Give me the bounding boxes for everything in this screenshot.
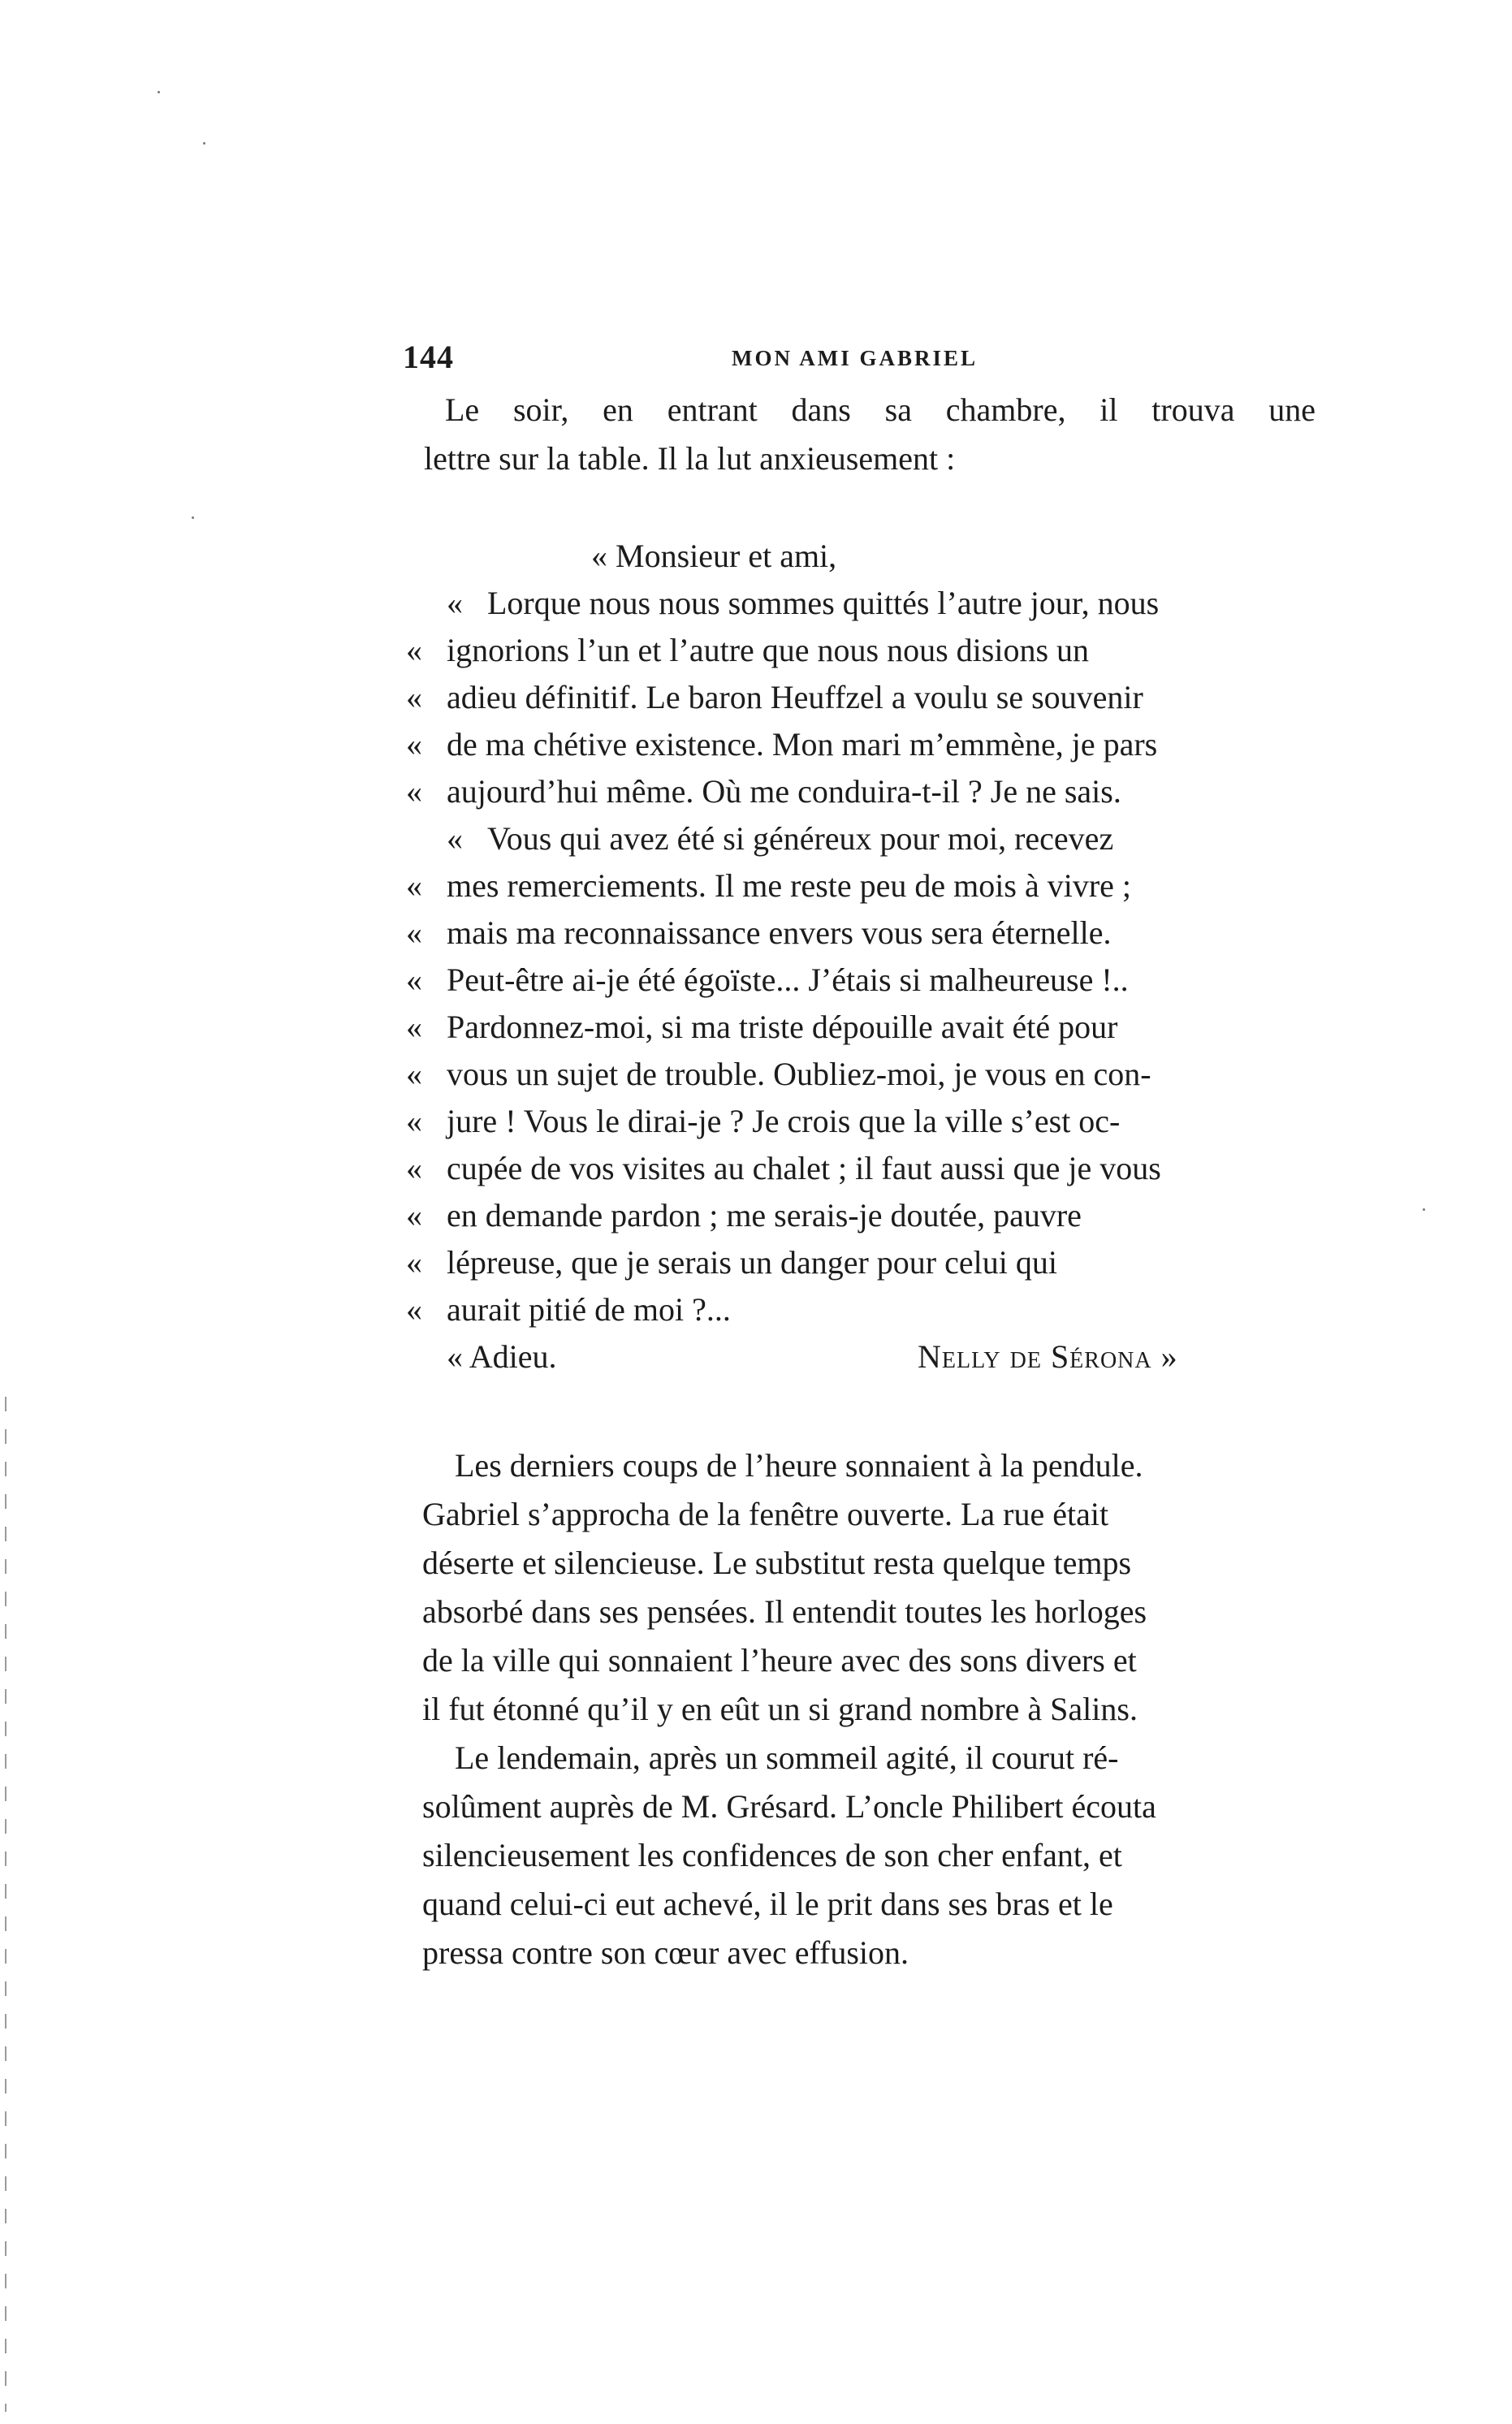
- paragraph-line: pressa contre son cœur avec effusion.: [422, 1934, 909, 1971]
- letter-line: [406, 960, 1129, 1000]
- quote-mark: «: [406, 632, 422, 668]
- letter-line-text: mais ma reconnaissance envers vous sera éternelle.: [447, 914, 1112, 951]
- letter-line-text: Peut-être ai-je été égoïste... J’étais si malheureuse !..: [447, 961, 1129, 998]
- quote-mark: «: [406, 1056, 422, 1092]
- letter-closing: « Adieu.: [447, 1338, 557, 1375]
- paragraph-line: Le lendemain, après un sommeil agité, il courut ré-: [455, 1739, 1119, 1776]
- letter-line-text: Lorque nous nous sommes quittés l’autre jour, nous: [487, 585, 1160, 621]
- quote-mark: «: [406, 1009, 422, 1045]
- paragraph-line: déserte et silencieuse. Le substitut resta quelque temps: [422, 1545, 1132, 1581]
- scan-speck: [192, 516, 194, 519]
- letter-line: [406, 1054, 1151, 1095]
- quote-mark: «: [406, 1150, 422, 1186]
- paragraph-line: de la ville qui sonnaient l’heure avec des sons divers et: [422, 1642, 1137, 1679]
- letter-signature: Nelly de Sérona »: [918, 1338, 1178, 1375]
- quote-mark: «: [406, 914, 422, 951]
- letter-salutation: « Monsieur et ami,: [591, 538, 837, 574]
- intro-line: Le soir, en entrant dans sa chambre, il trouva une: [445, 391, 1315, 428]
- letter-line: [406, 1148, 1161, 1189]
- letter-line: [406, 1101, 1120, 1142]
- letter-line: [406, 1242, 1057, 1283]
- paragraph-line: Les derniers coups de l’heure sonnaient à la pendule.: [455, 1447, 1143, 1484]
- quote-mark: «: [406, 1103, 422, 1139]
- scan-speck: [1423, 1208, 1425, 1211]
- paragraph-line: quand celui-ci eut achevé, il le prit dans ses bras et le: [422, 1886, 1113, 1922]
- letter-line: [406, 1195, 1082, 1236]
- quote-mark: «: [406, 773, 422, 810]
- letter-line-text: mes remerciements. Il me reste peu de mois à vivre ;: [447, 867, 1132, 904]
- scan-speck: [203, 142, 205, 145]
- quote-mark: «: [406, 1197, 422, 1234]
- letter-line-text: aurait pitié de moi ?...: [447, 1291, 731, 1328]
- letter-line: [406, 630, 1089, 671]
- letter-line: [406, 913, 1112, 953]
- quote-mark: «: [406, 1244, 422, 1281]
- letter-line-text: de ma chétive existence. Mon mari m’emmène, je pars: [447, 726, 1158, 763]
- paragraph-line: il fut étonné qu’il y en eût un si grand nombre à Salins.: [422, 1691, 1138, 1727]
- page-number: 144: [403, 339, 454, 375]
- letter-line: [406, 1007, 1117, 1048]
- letter-line: [406, 771, 1121, 812]
- scan-speck: [158, 91, 160, 93]
- quote-mark: «: [406, 679, 422, 715]
- quote-mark: «: [406, 726, 422, 763]
- letter-line: [406, 677, 1143, 718]
- letter-line: [406, 724, 1157, 765]
- letter-line-text: adieu définitif. Le baron Heuffzel a voulu se souvenir: [447, 679, 1143, 715]
- running-title: MON AMI GABRIEL: [732, 346, 978, 370]
- quote-mark: «: [406, 1291, 422, 1328]
- letter-line-text: Vous qui avez été si généreux pour moi, recevez: [487, 820, 1114, 857]
- letter-line: [406, 866, 1131, 906]
- quote-mark: «: [406, 867, 422, 904]
- scan-margin-mark: [5, 1397, 6, 2412]
- letter-line-text: jure ! Vous le dirai-je ? Je crois que la ville s’est oc-: [447, 1103, 1121, 1139]
- quote-mark: «: [406, 961, 422, 998]
- letter-line-text: cupée de vos visites au chalet ; il faut aussi que je vous: [447, 1150, 1161, 1186]
- quote-mark: «: [447, 585, 463, 621]
- intro-line: lettre sur la table. Il la lut anxieusement :: [424, 440, 956, 477]
- letter-line-text: Pardonnez-moi, si ma triste dépouille avait été pour: [447, 1009, 1118, 1045]
- paragraph-line: absorbé dans ses pensées. Il entendit toutes les horloges: [422, 1593, 1147, 1630]
- page-header: [403, 338, 1312, 377]
- letter-line: [447, 583, 1307, 624]
- letter-line-text: ignorions l’un et l’autre que nous nous disions un: [447, 632, 1090, 668]
- paragraph-line: silencieusement les confidences de son cher enfant, et: [422, 1837, 1122, 1873]
- letter-line-text: aujourd’hui même. Où me conduira-t-il ? Je ne sais.: [447, 773, 1121, 810]
- letter-line: [447, 819, 1113, 859]
- quote-mark: «: [447, 820, 463, 857]
- letter-line-text: vous un sujet de trouble. Oubliez-moi, je vous en con-: [447, 1056, 1151, 1092]
- letter-line: [406, 1290, 731, 1330]
- letter-line-text: lépreuse, que je serais un danger pour celui qui: [447, 1244, 1057, 1281]
- letter-line-text: en demande pardon ; me serais-je doutée, pauvre: [447, 1197, 1082, 1234]
- paragraph-line: Gabriel s’approcha de la fenêtre ouverte. La rue était: [422, 1496, 1109, 1532]
- paragraph-line: solûment auprès de M. Grésard. L’oncle Philibert écouta: [422, 1788, 1156, 1825]
